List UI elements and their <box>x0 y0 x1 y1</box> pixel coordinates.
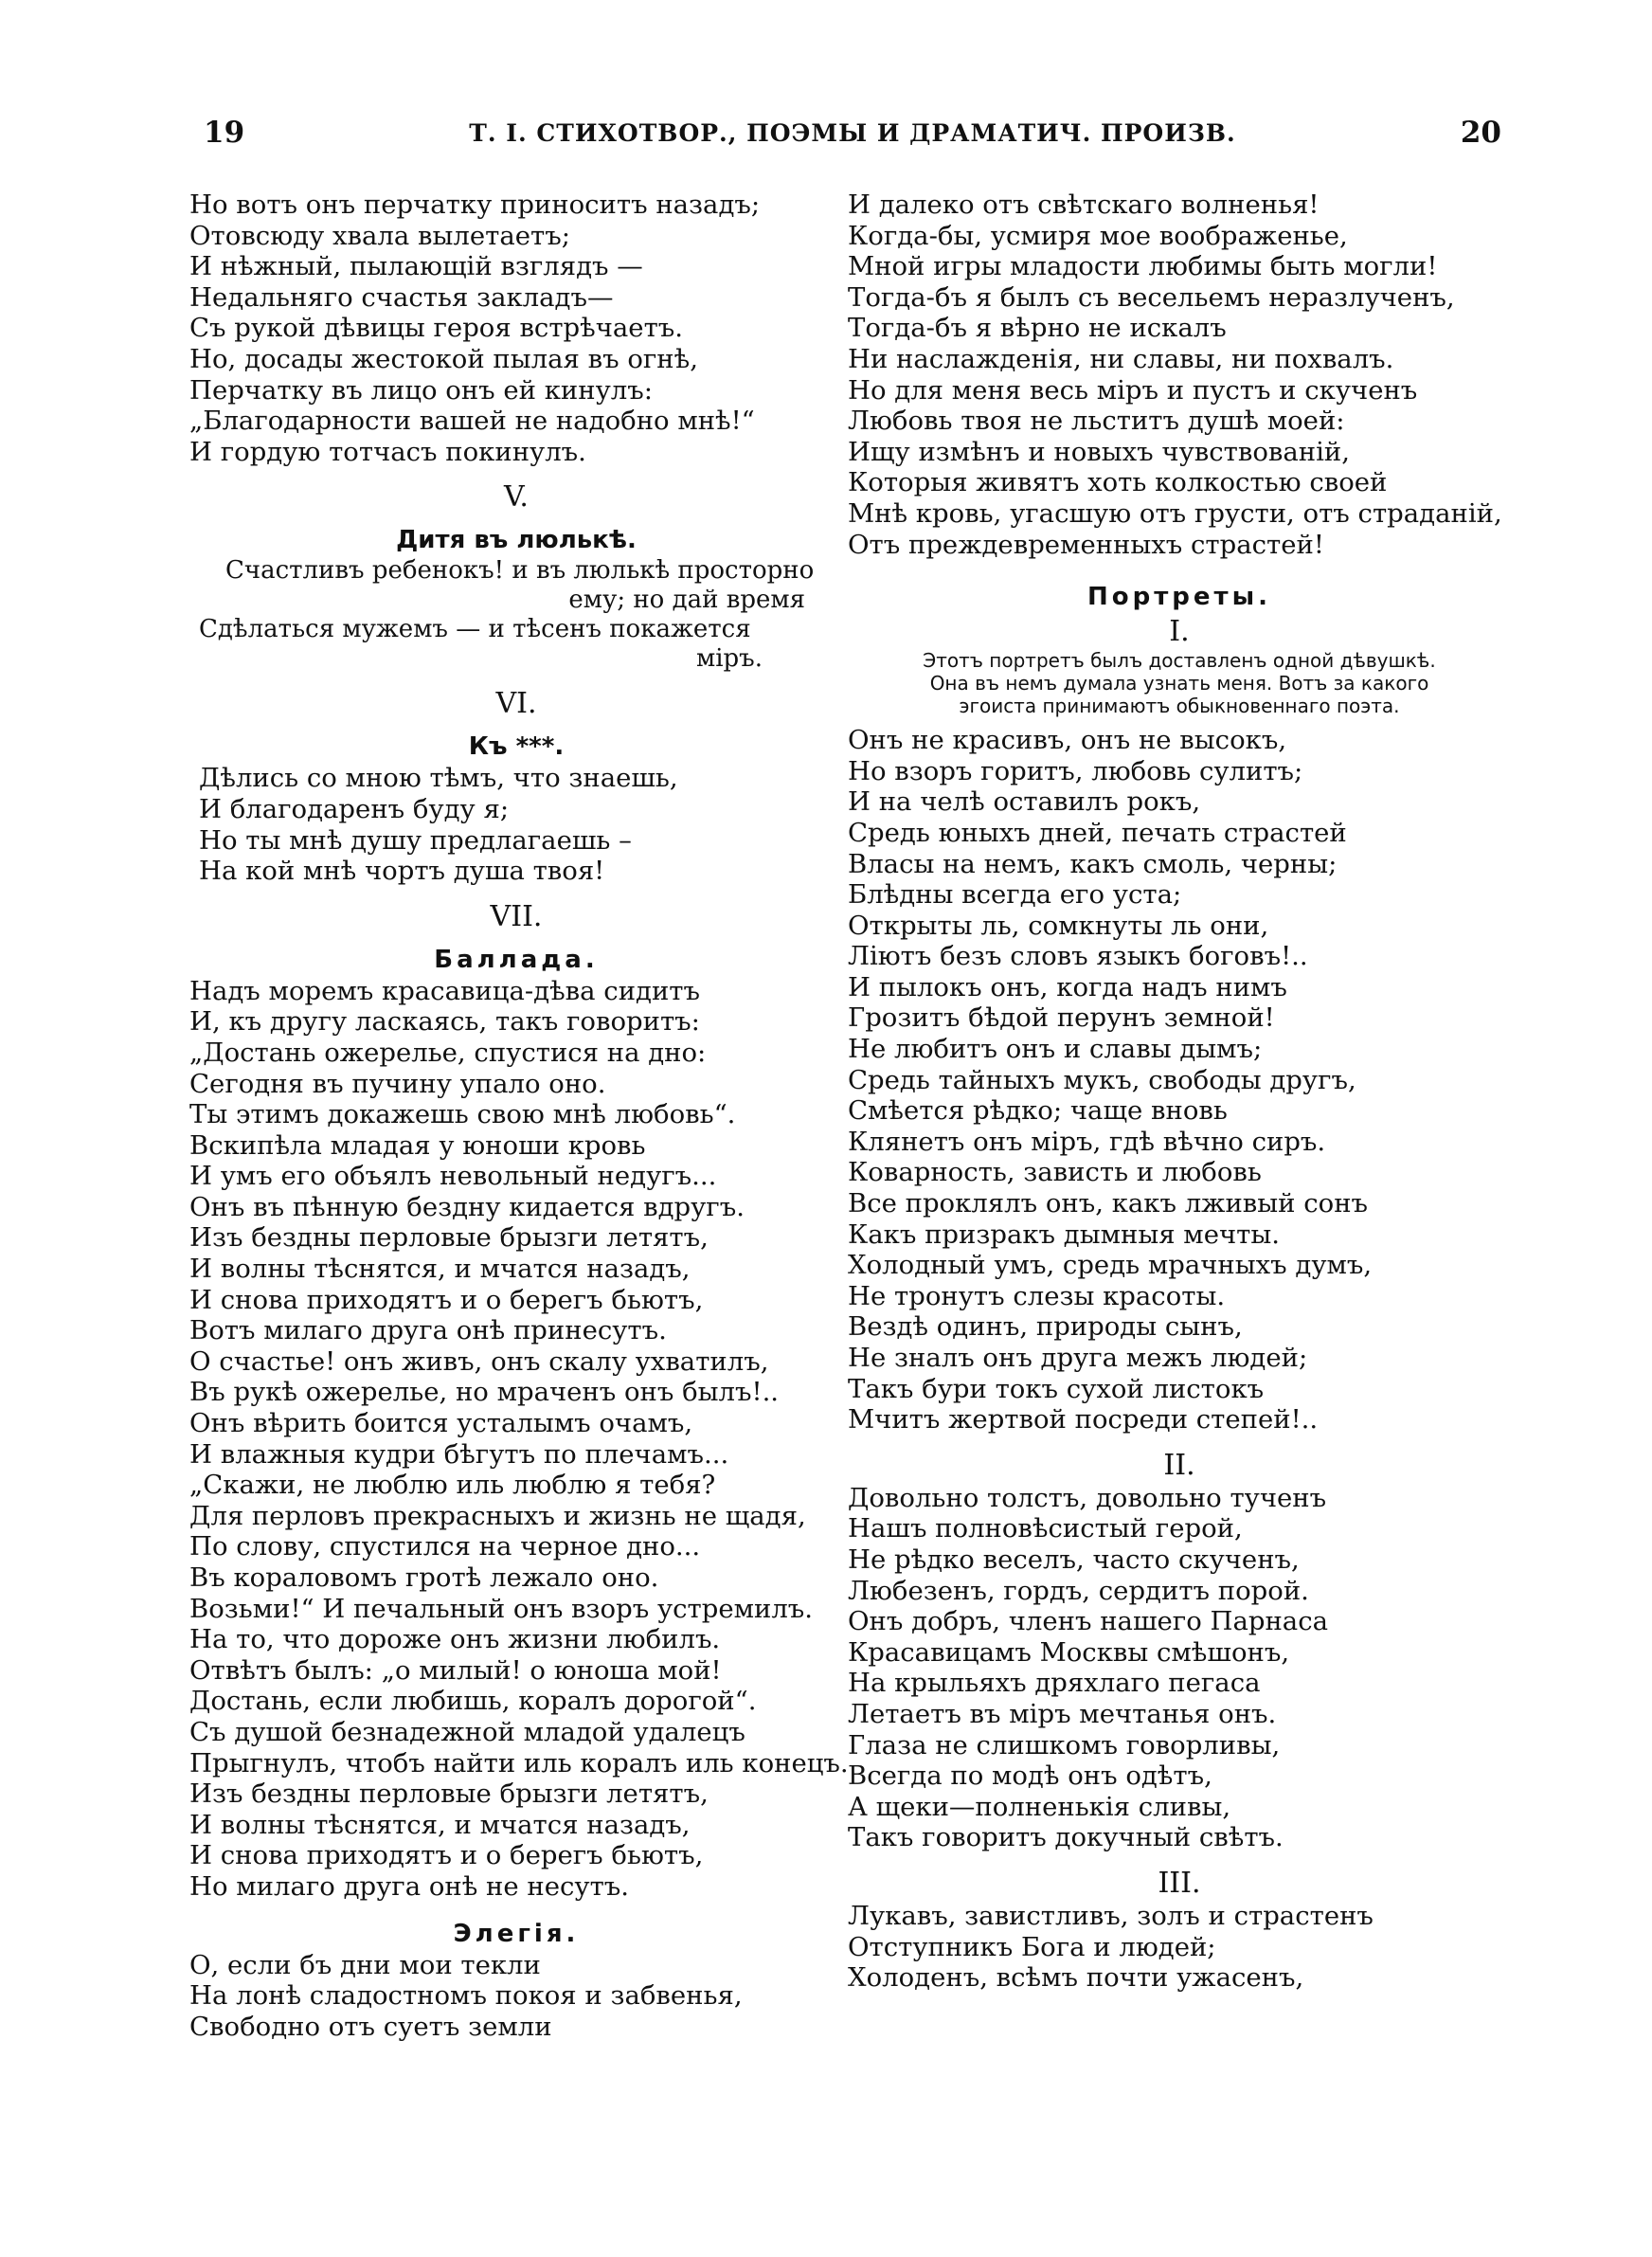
verse-line: Холоденъ, всѣмъ почти ужасенъ, <box>848 1962 1304 1994</box>
verse-line: Всегда по модѣ онъ одѣтъ, <box>848 1760 1212 1792</box>
portrait-number-2: II. <box>1163 1448 1195 1482</box>
verse-line: Отовсюду хвала вылетаетъ; <box>189 220 570 251</box>
verse-line: О, если бъ дни мои текли <box>189 1949 541 1980</box>
verse-line: И, къ другу ласкаясь, такъ говоритъ: <box>189 1006 700 1038</box>
verse-line: Любовь твоя не льститъ душѣ моей: <box>848 406 1345 437</box>
verse-line: И нѣжный, пылающій взглядъ — <box>189 251 643 282</box>
verse-line: Любезенъ, гордъ, сердитъ порой. <box>848 1575 1309 1606</box>
verse-line: Лукавъ, завистливъ, золъ и страстенъ <box>848 1900 1374 1931</box>
verse-line: Изъ бездны перловые брызги летятъ, <box>189 1222 709 1254</box>
hexameter-line: ему; но дай время <box>568 586 805 615</box>
verse-line: Холодный умъ, средь мрачныхъ думъ, <box>848 1250 1373 1281</box>
epigraph-line: Она въ немъ думала узнать меня. Вотъ за какого <box>929 672 1429 695</box>
section-title-6: Къ ***. <box>468 732 565 762</box>
verse-line: Но взоръ горитъ, любовь сулитъ; <box>848 755 1303 786</box>
verse-line: Но, досады жестокой пылая въ огнѣ, <box>189 343 698 374</box>
verse-line: Какъ призракъ дымныя мечты. <box>848 1219 1280 1250</box>
verse-line: Возьми!“ И печальный онъ взоръ устремилъ. <box>189 1593 814 1624</box>
verse-line: Надъ моремъ красавица-дѣва сидитъ <box>189 975 701 1006</box>
verse-line: На крыльяхъ дряхлаго пегаса <box>848 1668 1261 1699</box>
verse-line: Клянетъ онъ міръ, гдѣ вѣчно сиръ. <box>848 1126 1326 1157</box>
verse-line: Онъ не красивъ, онъ не высокъ, <box>848 725 1287 756</box>
verse-line: И волны тѣснятся, и мчатся назадъ, <box>189 1809 691 1840</box>
verse-line: Съ душой безнадежной младой удалецъ <box>189 1716 745 1747</box>
section-number-7: VII. <box>490 899 543 933</box>
verse-line: Грозитъ бѣдой перунъ земной! <box>848 1002 1275 1034</box>
verse-line: Вездѣ одинъ, природы сынъ, <box>848 1311 1243 1343</box>
page-number-left: 19 <box>204 116 245 150</box>
verse-line: Прыгнулъ, чтобъ найти иль коралъ иль конецъ. <box>189 1747 849 1779</box>
verse-line: Мной игры младости любимы быть могли! <box>848 251 1438 282</box>
verse-line: О счастье! онъ живъ, онъ скалу ухватилъ, <box>189 1345 769 1377</box>
verse-line: Но вотъ онъ перчатку приноситъ назадъ; <box>189 190 761 220</box>
verse-line: Дѣлись со мною тѣмъ, что знаешь, <box>199 763 678 794</box>
verse-line: Сегодня въ пучину упало оно. <box>189 1068 606 1099</box>
verse-line: Но для меня весь міръ и пустъ и скученъ <box>848 374 1418 406</box>
verse-line: Все проклялъ онъ, какъ лживый сонъ <box>848 1188 1369 1219</box>
verse-line: Но милаго друга онѣ не несутъ. <box>189 1870 630 1902</box>
verse-line: Онъ добръ, членъ нашего Парнаса <box>848 1606 1329 1637</box>
verse-line: Блѣдны всегда его уста; <box>848 879 1182 911</box>
verse-line: Такъ бури токъ сухой листокъ <box>848 1373 1265 1404</box>
verse-line: Глаза не слишкомъ говорливы, <box>848 1729 1281 1760</box>
section-6-text <box>189 763 843 886</box>
verse-line: Ліютъ безъ словъ языкъ боговъ!.. <box>848 941 1308 972</box>
verse-line: И на челѣ оставилъ рокъ, <box>848 786 1201 818</box>
verse-line: Ищу измѣнъ и новыхъ чувствованій, <box>848 436 1350 467</box>
verse-line: Тогда-бъ я вѣрно не искалъ <box>848 313 1227 344</box>
verse-line: Отвѣтъ былъ: „о милый! о юноша мой! <box>189 1654 722 1686</box>
running-header <box>204 116 1501 163</box>
hexameter-line: міръ. <box>696 644 763 674</box>
verse-line: Для перловъ прекрасныхъ и жизнь не щадя, <box>189 1500 806 1531</box>
verse-line: Изъ бездны перловые брызги летятъ, <box>189 1779 709 1810</box>
verse-line: Мнѣ кровь, угасшую отъ грусти, отъ страданій, <box>848 497 1502 529</box>
verse-line: „Благодарности вашей не надобно мнѣ!“ <box>189 406 755 437</box>
elegy-text <box>189 1950 843 2043</box>
verse-line: „Достань ожерелье, спустися на дно: <box>189 1037 707 1068</box>
verse-line: Вскипѣла младая у юноши кровь <box>189 1129 646 1161</box>
verse-line: По слову, спустился на черное дно... <box>189 1531 701 1562</box>
verse-line: И влажныя кудри бѣгутъ по плечамъ... <box>189 1438 729 1470</box>
verse-line: На лонѣ сладостномъ покоя и забвенья, <box>189 1980 743 2012</box>
elegy-title: Элегія. <box>453 1919 580 1948</box>
section-number-6: VI. <box>495 687 537 721</box>
verse-line: Не тронутъ слезы красоты. <box>848 1280 1226 1311</box>
verse-line: Съ рукой дѣвицы героя встрѣчаетъ. <box>189 313 684 344</box>
running-title: Т. I. СТИХОТВОР., ПОЭМЫ И ДРАМАТИЧ. ПРОИЗВ. <box>469 119 1236 147</box>
verse-line: Власы на немъ, какъ смоль, черны; <box>848 848 1338 879</box>
hexameter-line: Счастливъ ребенокъ! и въ люлькѣ просторно <box>225 556 815 586</box>
section-number-5: V. <box>504 480 529 515</box>
portrait-number-1: I. <box>1169 615 1190 649</box>
section-title-5: Дитя въ люлькѣ. <box>396 526 637 555</box>
verse-line: Не рѣдко веселъ, часто скученъ, <box>848 1544 1300 1575</box>
verse-line: Достань, если любишь, коралъ дорогой“. <box>189 1686 757 1717</box>
epigraph-line: Этотъ портретъ былъ доставленъ одной дѣвушкѣ. <box>923 649 1436 673</box>
verse-line: Ни наслажденія, ни славы, ни похвалъ. <box>848 343 1394 374</box>
verse-line: Красавицамъ Москвы смѣшонъ, <box>848 1636 1290 1668</box>
section-5-text <box>189 556 843 674</box>
elegy-continuation <box>848 190 1511 560</box>
verse-line: Въ кораловомъ гротѣ лежало оно. <box>189 1562 659 1593</box>
verse-line: И гордую тотчасъ покинулъ. <box>189 436 586 467</box>
section-7-text <box>189 975 849 1903</box>
verse-line: Въ рукѣ ожерелье, но мраченъ онъ былъ!.. <box>189 1377 780 1408</box>
epigraph-line: эгоиста принимаютъ обыкновеннаго поэта. <box>959 695 1400 718</box>
verse-line: Ты этимъ докажешь свою мнѣ любовь“. <box>189 1099 736 1130</box>
verse-line: Отступникъ Бога и людей; <box>848 1931 1216 1962</box>
verse-line: Летаетъ въ міръ мечтанья онъ. <box>848 1698 1277 1729</box>
verse-line: Онъ вѣрить боится усталымъ очамъ, <box>189 1408 693 1439</box>
verse-line: И пылокъ онъ, когда надъ нимъ <box>848 971 1287 1002</box>
portrait-1-text <box>848 725 1511 1435</box>
verse-line: И снова приходятъ и о берегъ бьютъ, <box>189 1284 704 1315</box>
verse-line: На то, что дороже онъ жизни любилъ. <box>189 1624 721 1655</box>
section-title-7: Баллада. <box>434 945 599 974</box>
verse-line: И волны тѣснятся, и мчатся назадъ, <box>189 1254 691 1285</box>
verse-line: Смѣется рѣдко; чаще вновь <box>848 1095 1228 1127</box>
verse-line: Отъ преждевременныхъ страстей! <box>848 529 1324 560</box>
verse-line: Перчатку въ лицо онъ ей кинулъ: <box>189 374 653 406</box>
verse-line: Вотъ милаго друга онѣ принесутъ. <box>189 1315 667 1346</box>
verse-line: И далеко отъ свѣтскаго волненья! <box>848 190 1320 220</box>
portrait-1-epigraph <box>848 649 1511 717</box>
portrait-2-text <box>848 1483 1511 1853</box>
portrait-number-3: III. <box>1158 1866 1201 1900</box>
left-column <box>189 190 849 2042</box>
verse-line: И снова приходятъ и о берегъ бьютъ, <box>189 1840 704 1871</box>
verse-line: Которыя живятъ хоть колкостью своей <box>848 467 1388 498</box>
verse-line: И благодаренъ буду я; <box>199 793 510 824</box>
right-column <box>848 190 1511 1994</box>
verse-line: Онъ въ пѣнную бездну кидается вдругъ. <box>189 1191 745 1222</box>
verse-line: Не зналъ онъ друга межъ людей; <box>848 1343 1308 1373</box>
verse-line: Когда-бы, усмиря мое воображенье, <box>848 220 1348 251</box>
portraits-title: Портреты. <box>1086 583 1271 612</box>
verse-line: Нашъ полновѣсистый герой, <box>848 1513 1243 1544</box>
verse-line: Коварность, зависть и любовь <box>848 1157 1262 1188</box>
verse-line: Свободно отъ суетъ земли <box>189 2011 552 2042</box>
verse-line: Мчитъ жертвой посреди степей!.. <box>848 1404 1319 1435</box>
verse-line: „Скажи, не люблю иль люблю я тебя? <box>189 1470 716 1501</box>
verse-line: Не любитъ онъ и славы дымъ; <box>848 1034 1263 1065</box>
verse-line: И умъ его объялъ невольный недугъ... <box>189 1161 717 1192</box>
verse-line: Такъ говоритъ докучный свѣтъ. <box>848 1822 1284 1853</box>
portrait-3-text <box>848 1901 1511 1994</box>
page-number-right: 20 <box>1460 116 1501 150</box>
verse-line: Но ты мнѣ душу предлагаешь – <box>199 824 632 856</box>
verse-line: Тогда-бъ я былъ съ весельемъ неразлученъ, <box>848 281 1455 313</box>
verse-line: А щеки—полненькія сливы, <box>848 1791 1231 1822</box>
verse-line: Средь тайныхъ мукъ, свободы другъ, <box>848 1064 1356 1095</box>
verse-line: Средь юныхъ дней, печать страстей <box>848 817 1347 848</box>
hexameter-line: Сдѣлаться мужемъ — и тѣсенъ покажется <box>199 615 751 644</box>
poem-intro-left <box>189 190 843 467</box>
verse-line: Довольно толстъ, довольно тученъ <box>848 1482 1327 1513</box>
verse-line: Недальняго счастья закладъ— <box>189 281 614 313</box>
verse-line: Открыты ль, сомкнуты ль они, <box>848 910 1269 941</box>
verse-line: На кой мнѣ чортъ душа твоя! <box>199 856 605 887</box>
